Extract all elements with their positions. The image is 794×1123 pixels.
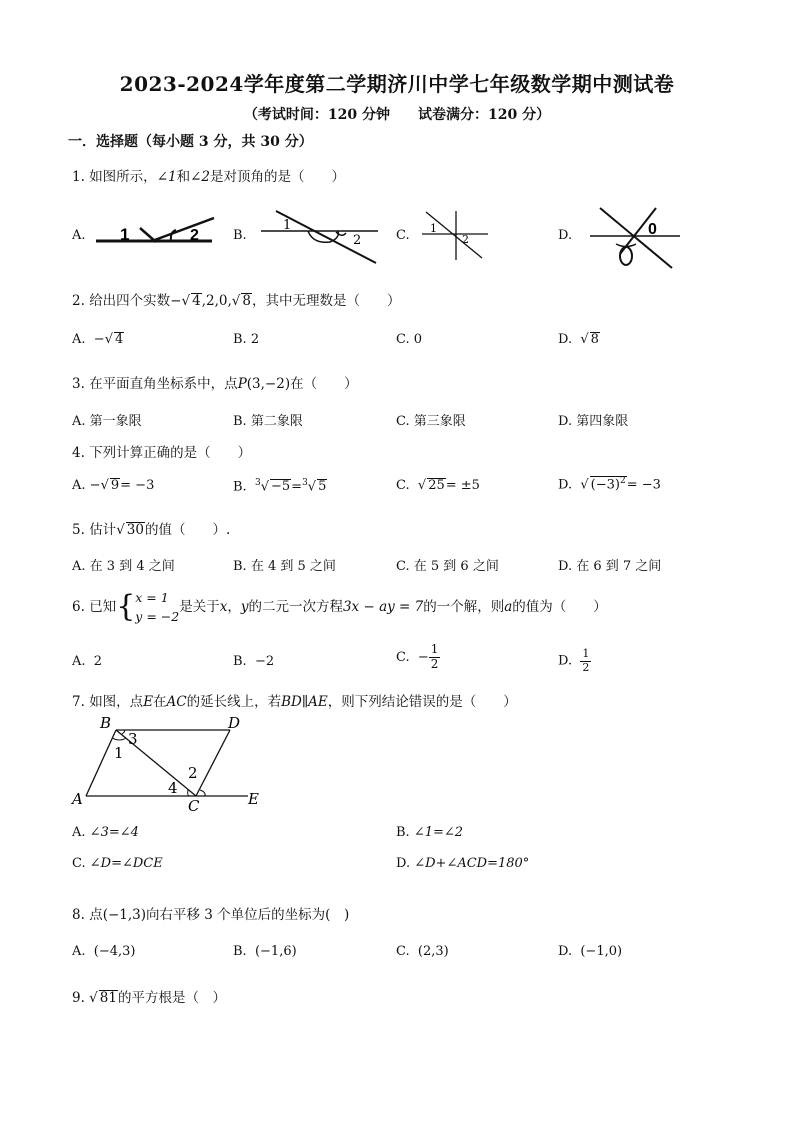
root-index: 3 bbox=[302, 478, 308, 488]
q1-figure-c bbox=[420, 210, 492, 262]
q-number: 2. bbox=[72, 293, 85, 309]
q7-option-a bbox=[72, 825, 139, 840]
q1-c-mark-2: 2 bbox=[462, 233, 469, 246]
q5-option-d bbox=[558, 555, 661, 574]
option-label: A. bbox=[72, 332, 86, 347]
q1-b-mark-2: 2 bbox=[353, 233, 362, 248]
option-label: B. bbox=[233, 479, 247, 495]
q-text: 给出四个实数 bbox=[89, 293, 171, 309]
page-title: 2023-2024学年度第二学期济川中学七年级数学期中测试卷 bbox=[119, 72, 675, 96]
fraction bbox=[580, 648, 591, 674]
equals-part: = −3 bbox=[120, 478, 155, 493]
question-7 bbox=[72, 690, 517, 710]
q1-option-c-label: C. bbox=[396, 228, 410, 243]
radicand: 25 bbox=[428, 478, 445, 493]
var-a: a bbox=[504, 598, 513, 615]
option-value: 第四象限 bbox=[576, 414, 629, 429]
q1-b-mark-1: 1 bbox=[283, 218, 292, 233]
q1-d-mark-0: 0 bbox=[648, 221, 657, 238]
q-text: 如图所示， bbox=[89, 169, 157, 185]
option-label: B. bbox=[233, 332, 247, 347]
q-number: 9. bbox=[72, 990, 85, 1006]
q6-option-d bbox=[558, 648, 591, 674]
q-text: 的一个解，则 bbox=[423, 598, 505, 615]
label-e: E bbox=[248, 790, 259, 808]
q7-option-b bbox=[396, 825, 463, 840]
comma: ， bbox=[227, 598, 241, 615]
question-1 bbox=[72, 165, 345, 185]
q-text: 估计 bbox=[89, 522, 117, 538]
angle-mark-2: 2 bbox=[188, 764, 198, 782]
option-label: A. bbox=[72, 654, 86, 669]
equals-part: = −3 bbox=[626, 477, 661, 493]
label-c: C bbox=[188, 797, 200, 814]
option-value: 在 5 到 6 之间 bbox=[413, 559, 499, 574]
q-text: 是关于 bbox=[179, 598, 220, 615]
exam-info bbox=[0, 104, 794, 124]
denominator: 2 bbox=[582, 660, 590, 674]
point-p: P bbox=[237, 376, 247, 392]
q5-option-b bbox=[233, 555, 336, 574]
q6-option-b bbox=[233, 654, 274, 669]
q-text: 在（ ） bbox=[290, 376, 358, 392]
section-heading: 一．选择题（每小题 3 分，共 30 分） bbox=[68, 134, 313, 150]
q-number: 6. bbox=[72, 598, 85, 615]
eq-y: y = −2 bbox=[135, 609, 180, 625]
option-value: ∠D+∠ACD=180° bbox=[414, 856, 530, 871]
minus-sign: − bbox=[170, 293, 182, 309]
equals-part: = bbox=[291, 479, 303, 495]
radicand: −5 bbox=[270, 479, 291, 495]
option-value: (−1,0) bbox=[580, 944, 623, 959]
option-value: 第一象限 bbox=[89, 414, 142, 429]
option-label: D. bbox=[558, 414, 573, 429]
option-value: 在 3 到 4 之间 bbox=[89, 559, 175, 574]
q-number: 4. bbox=[72, 445, 85, 461]
question-5: 5. 估计√ 30的值（ ）. bbox=[72, 522, 231, 538]
q-text: 点 bbox=[89, 907, 103, 923]
q1-a-mark-2: 2 bbox=[190, 227, 199, 244]
q8-option-d bbox=[558, 944, 622, 959]
q-text: 的值为（ ） bbox=[512, 598, 607, 615]
angle-mark-4: 4 bbox=[168, 779, 178, 797]
q2-option-c bbox=[396, 332, 422, 347]
q7-option-c bbox=[72, 856, 163, 871]
option-value: ∠D=∠DCE bbox=[89, 856, 163, 871]
q1-figure-d bbox=[588, 204, 684, 272]
option-label: A. bbox=[72, 559, 86, 574]
label-d: D bbox=[228, 714, 241, 732]
option-label: D. bbox=[558, 477, 573, 493]
radicand-4: 4 bbox=[192, 293, 201, 309]
point-coords: (3,−2) bbox=[246, 376, 291, 392]
question-4 bbox=[72, 441, 251, 461]
equation: 3x − ay = 7 bbox=[342, 598, 424, 615]
num-2: 2 bbox=[206, 293, 215, 309]
option-value: 在 4 到 5 之间 bbox=[250, 559, 336, 574]
q1-option-d-label: D. bbox=[558, 228, 573, 243]
q-number: 8. bbox=[72, 907, 85, 923]
option-label: C. bbox=[72, 856, 86, 871]
q1-option-b-label: B. bbox=[233, 228, 247, 243]
q-number: 3. bbox=[72, 376, 85, 392]
radicand bbox=[590, 476, 627, 493]
option-label: B. bbox=[233, 559, 247, 574]
segment-ac: AC bbox=[166, 694, 187, 710]
question-9: 9. √ 81的平方根是（ ） bbox=[72, 990, 226, 1006]
q-text: 的平方根是（ ） bbox=[117, 990, 226, 1006]
comma: , bbox=[201, 293, 206, 309]
radicand: 81 bbox=[99, 990, 117, 1006]
equation-system bbox=[135, 588, 179, 627]
q-number: 7. bbox=[72, 694, 85, 710]
q-text: 下列计算正确的是（ ） bbox=[89, 445, 252, 461]
option-label: B. bbox=[233, 654, 247, 669]
label-b: B bbox=[100, 714, 112, 732]
q-text: ，则下列结论错误的是（ ） bbox=[327, 694, 517, 710]
option-label: D. bbox=[558, 653, 573, 669]
q5-option-a bbox=[72, 555, 175, 574]
q8-option-a bbox=[72, 944, 136, 959]
q-text: 的延长线上，若 bbox=[186, 694, 282, 710]
point-coords: (−1,3) bbox=[102, 907, 147, 923]
numerator: 1 bbox=[430, 642, 439, 656]
q-text: 在平面直角坐标系中，点 bbox=[89, 376, 238, 392]
radicand-8: 8 bbox=[242, 293, 251, 309]
q-text: 在 bbox=[153, 694, 167, 710]
q2-option-a: A. −√ 4 bbox=[72, 332, 124, 347]
q-text: 和 bbox=[176, 169, 191, 185]
q2-option-b bbox=[233, 332, 259, 347]
numerator: 1 bbox=[582, 647, 590, 660]
option-label: D. bbox=[558, 944, 573, 959]
q3-option-d bbox=[558, 410, 628, 429]
q-text: 的二元一次方程 bbox=[248, 598, 343, 615]
q-text: 是对顶角的是（ ） bbox=[210, 169, 345, 185]
radicand: 8 bbox=[590, 332, 599, 347]
option-label: A. bbox=[72, 478, 86, 493]
radicand: 9 bbox=[110, 478, 120, 493]
option-label: C. bbox=[396, 944, 410, 959]
option-value: 在 6 到 7 之间 bbox=[576, 559, 662, 574]
option-label: B. bbox=[396, 825, 410, 840]
q-text: 如图，点 bbox=[89, 694, 144, 710]
option-value: 2 bbox=[250, 332, 260, 347]
q4-option-d: D. √ $(-3)^2= -3$ bbox=[558, 476, 661, 493]
var-y: y bbox=[240, 598, 249, 615]
q7-figure bbox=[68, 712, 268, 814]
real-numbers: −√ 4,2,0,√ 8 bbox=[170, 293, 251, 309]
num-0: 0 bbox=[218, 293, 228, 309]
option-value: 第三象限 bbox=[413, 414, 466, 429]
question-6 bbox=[72, 588, 607, 627]
option-label: C. bbox=[396, 478, 410, 493]
option-label: A. bbox=[72, 825, 86, 840]
q1-a-mark-1: 1 bbox=[120, 225, 130, 244]
angle-1: ∠1 bbox=[156, 169, 177, 185]
minus-sign: − bbox=[417, 649, 429, 665]
q4-option-a: A. −√ 9= −3 bbox=[72, 478, 155, 493]
q-number: 5. bbox=[72, 522, 85, 538]
question-8 bbox=[72, 903, 349, 923]
point-e: E bbox=[143, 694, 154, 710]
exponent: 2 bbox=[619, 476, 626, 486]
q8-option-c bbox=[396, 944, 449, 959]
comma: , bbox=[214, 293, 219, 309]
q8-option-b bbox=[233, 944, 297, 959]
q-text: 已知 bbox=[89, 598, 117, 615]
option-label: C. bbox=[396, 332, 410, 347]
q2-option-d: D. √ 8 bbox=[558, 332, 599, 347]
q3-option-c bbox=[396, 410, 466, 429]
option-label: C. bbox=[396, 414, 410, 429]
option-value: (−1,6) bbox=[254, 944, 297, 959]
q3-option-b bbox=[233, 410, 303, 429]
option-value: −2 bbox=[254, 654, 275, 669]
equals-part: = ±5 bbox=[445, 478, 480, 493]
radicand: 4 bbox=[115, 332, 124, 347]
option-value: (−4,3) bbox=[93, 944, 136, 959]
question-2 bbox=[72, 289, 400, 309]
q1-figure-b bbox=[258, 206, 382, 264]
option-value: (2,3) bbox=[417, 944, 449, 959]
minus-sign: − bbox=[89, 478, 101, 493]
eq-x: x = 1 bbox=[135, 590, 169, 605]
option-label: A. bbox=[72, 944, 86, 959]
q3-option-a bbox=[72, 410, 142, 429]
full-score: 试卷满分：120 分） bbox=[418, 107, 551, 123]
q4-option-b: B. $^3$√ −5=$^3$√ 5 bbox=[233, 478, 327, 495]
option-value: 第二象限 bbox=[250, 414, 303, 429]
q-text: 的值（ ）. bbox=[144, 522, 231, 538]
q4-option-c: C. √ 25= ±5 bbox=[396, 478, 480, 493]
fraction bbox=[429, 643, 441, 672]
option-value: ∠3=∠4 bbox=[89, 825, 139, 840]
angle-2: ∠2 bbox=[190, 169, 210, 185]
parallel-condition: BD∥AE bbox=[281, 694, 328, 710]
var-x: x bbox=[219, 598, 228, 615]
exam-time: （考试时间：120 分钟 bbox=[243, 107, 390, 123]
label-a: A bbox=[72, 790, 83, 808]
option-value: 2 bbox=[93, 654, 103, 669]
minus-sign: − bbox=[93, 332, 105, 347]
q7-option-d bbox=[396, 856, 529, 871]
q1-option-a-label: A. bbox=[72, 228, 86, 243]
option-label: D. bbox=[396, 856, 411, 871]
option-label: C. bbox=[396, 559, 410, 574]
comma: , bbox=[227, 293, 232, 309]
q5-option-c bbox=[396, 555, 499, 574]
radicand: 5 bbox=[318, 479, 327, 495]
angle-mark-1: 1 bbox=[114, 744, 124, 762]
radicand: 30 bbox=[126, 522, 144, 538]
denominator: 2 bbox=[430, 656, 439, 671]
question-3 bbox=[72, 372, 358, 392]
option-label: A. bbox=[72, 414, 86, 429]
q-number: 1. bbox=[72, 169, 85, 185]
angle-mark-3: 3 bbox=[128, 730, 138, 748]
option-value: 0 bbox=[413, 332, 423, 347]
option-label: D. bbox=[558, 332, 573, 347]
q1-figure-a bbox=[92, 212, 217, 246]
q6-option-a bbox=[72, 654, 102, 669]
option-value: ∠1=∠2 bbox=[413, 825, 464, 840]
option-label: D. bbox=[558, 559, 573, 574]
q1-c-mark-1: 1 bbox=[430, 222, 437, 235]
option-label: B. bbox=[233, 944, 247, 959]
option-label: B. bbox=[233, 414, 247, 429]
system-brace: { bbox=[116, 589, 136, 625]
base: (−3) bbox=[590, 477, 620, 493]
root-index: 3 bbox=[254, 478, 261, 488]
q6-option-c bbox=[396, 643, 440, 672]
q-text: 向右平移 3 个单位后的坐标为( ) bbox=[146, 907, 350, 923]
q-text: ，其中无理数是（ ） bbox=[251, 293, 401, 309]
option-label: C. bbox=[396, 649, 410, 665]
